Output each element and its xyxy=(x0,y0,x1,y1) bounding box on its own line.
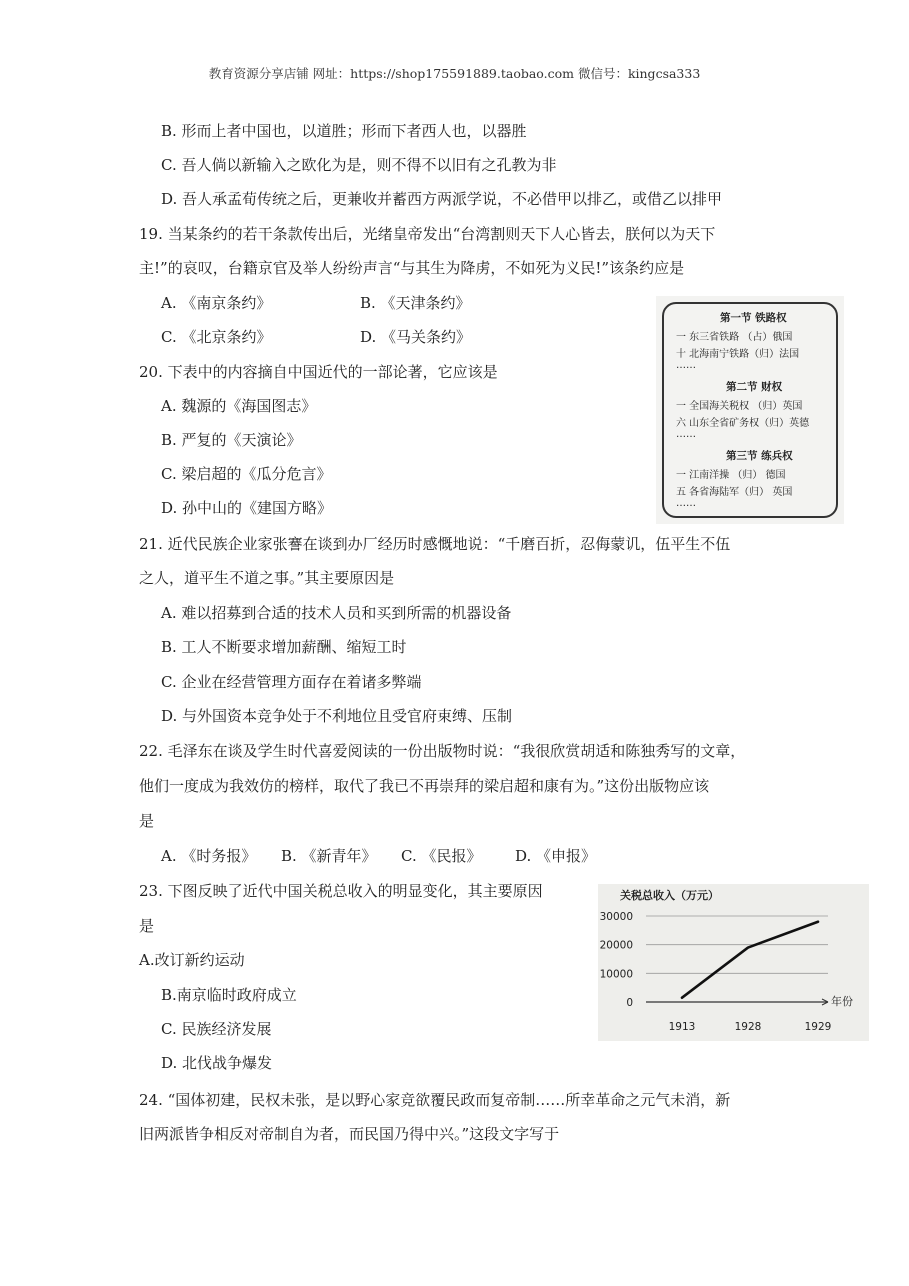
table-section2-title: 第二节 财权 xyxy=(726,381,783,393)
chart-xtick-label: 1929 xyxy=(804,1021,832,1033)
table-section2-row3: …… xyxy=(676,429,696,440)
q20-option-b: B. 严复的《天演论》 xyxy=(161,431,302,449)
q19-stem-line1: 19. 当某条约的若干条款传出后，光绪皇帝发出“台湾割则天下人心皆去，朕何以为天下 xyxy=(139,225,716,243)
q22-stem-line3: 是 xyxy=(139,812,155,830)
q22-option-a: A. 《时务报》 xyxy=(161,847,257,865)
chart-xtick-label: 1928 xyxy=(734,1021,762,1033)
q23-stem-line1: 23. 下图反映了近代中国关税总收入的明显变化，其主要原因 xyxy=(139,882,543,900)
table-section2-row2: 六 山东全省矿务权（归）英德 xyxy=(676,418,810,429)
chart-ytick-label: 10000 xyxy=(599,968,633,981)
table-section1-title: 第一节 铁路权 xyxy=(720,312,787,324)
q22-option-c: C. 《民报》 xyxy=(401,847,482,865)
q20-option-a: A. 魏源的《海国图志》 xyxy=(161,397,317,415)
q24-stem-line1: 24. “国体初建，民权未张，是以野心家竞欲覆民政而复帝制……所幸革命之元气未消，新 xyxy=(139,1091,731,1109)
table-section2-row1: 一 全国海关税权 （归）英国 xyxy=(676,401,803,412)
chart-ytick-label: 30000 xyxy=(599,911,633,923)
q23-option-b: B.南京临时政府成立 xyxy=(161,986,297,1004)
q19-option-c: C. 《北京条约》 xyxy=(161,328,272,346)
q21-option-b: B. 工人不断要求增加薪酬、缩短工时 xyxy=(161,638,407,656)
page-header: 教育资源分享店铺 网址：https://shop175591889.taobao.com 微信号：kingcsa333 xyxy=(208,66,701,81)
q20-option-c: C. 梁启超的《瓜分危言》 xyxy=(161,465,332,483)
q21-stem-line1: 21. 近代民族企业家张謇在谈到办厂经历时感慨地说：“千磨百折，忍侮蒙讥，伍平生不伍 xyxy=(139,535,731,553)
q18-option-c: C. 吾人倘以新输入之欧化为是，则不得不以旧有之孔教为非 xyxy=(161,156,557,174)
q23-option-c: C. 民族经济发展 xyxy=(161,1020,272,1038)
q19-stem-line2: 主!”的哀叹，台籍京官及举人纷纷声言“与其生为降虏，不如死为义民!”该条约应是 xyxy=(139,259,685,277)
q20-table-image xyxy=(656,296,844,524)
q20-option-d: D. 孙中山的《建国方略》 xyxy=(161,499,333,517)
table-section1-row3: …… xyxy=(676,360,696,371)
q23-chart xyxy=(598,884,869,1041)
q20-stem: 20. 下表中的内容摘自中国近代的一部论著，它应该是 xyxy=(139,363,498,381)
table-section1-row2: 十 北海南宁铁路（归）法国 xyxy=(676,349,800,360)
table-section1-row1: 一 东三省铁路 （占）俄国 xyxy=(676,332,793,343)
q19-option-b: B. 《天津条约》 xyxy=(360,294,471,312)
q18-option-b: B. 形而上者中国也，以道胜；形而下者西人也，以器胜 xyxy=(161,122,527,140)
q21-stem-line2: 之人，道平生不道之事。”其主要原因是 xyxy=(139,569,395,587)
tariff-line-chart xyxy=(598,884,869,1041)
q23-stem-line2: 是 xyxy=(139,917,155,935)
q19-option-a: A. 《南京条约》 xyxy=(161,294,272,312)
q24-stem-line2: 旧两派皆争相反对帝制自为者，而民国乃得中兴。”这段文字写于 xyxy=(139,1125,560,1143)
table-section3-row1: 一 江南洋操 （归） 德国 xyxy=(676,470,786,481)
table-section3-title: 第三节 练兵权 xyxy=(726,450,793,462)
q22-stem-line1: 22. 毛泽东在谈及学生时代喜爱阅读的一份出版物时说：“我很欣赏胡适和陈独秀写的文章， xyxy=(139,742,746,760)
chart-xtick-label: 1913 xyxy=(668,1021,696,1033)
q22-option-d: D. 《申报》 xyxy=(515,847,597,865)
q23-option-a: A.改订新约运动 xyxy=(139,951,245,969)
q22-option-b: B. 《新青年》 xyxy=(281,847,377,865)
chart-ytick-label: 0 xyxy=(626,997,633,1009)
chart-series-line xyxy=(682,922,818,998)
q21-option-d: D. 与外国资本竞争处于不利地位且受官府束缚、压制 xyxy=(161,707,513,725)
q21-option-c: C. 企业在经营管理方面存在着诸多弊端 xyxy=(161,673,422,691)
q21-option-a: A. 难以招募到合适的技术人员和买到所需的机器设备 xyxy=(161,604,512,622)
q18-option-d: D. 吾人承孟荀传统之后，更兼收并蓄西方两派学说，不必借甲以排乙，或借乙以排甲 xyxy=(161,190,723,208)
table-section3-row2: 五 各省海陆军（归） 英国 xyxy=(676,487,793,498)
chart-xlabel: 年份 xyxy=(831,995,853,1008)
q22-stem-line2: 他们一度成为我效仿的榜样，取代了我已不再崇拜的梁启超和康有为。”这份出版物应该 xyxy=(139,777,710,795)
q23-option-d: D. 北伐战争爆发 xyxy=(161,1054,273,1072)
chart-ytick-label: 20000 xyxy=(599,939,633,952)
q19-option-d: D. 《马关条约》 xyxy=(360,328,472,346)
table-section3-row3: …… xyxy=(676,498,696,509)
chart-title: 关税总收入（万元） xyxy=(620,889,719,902)
